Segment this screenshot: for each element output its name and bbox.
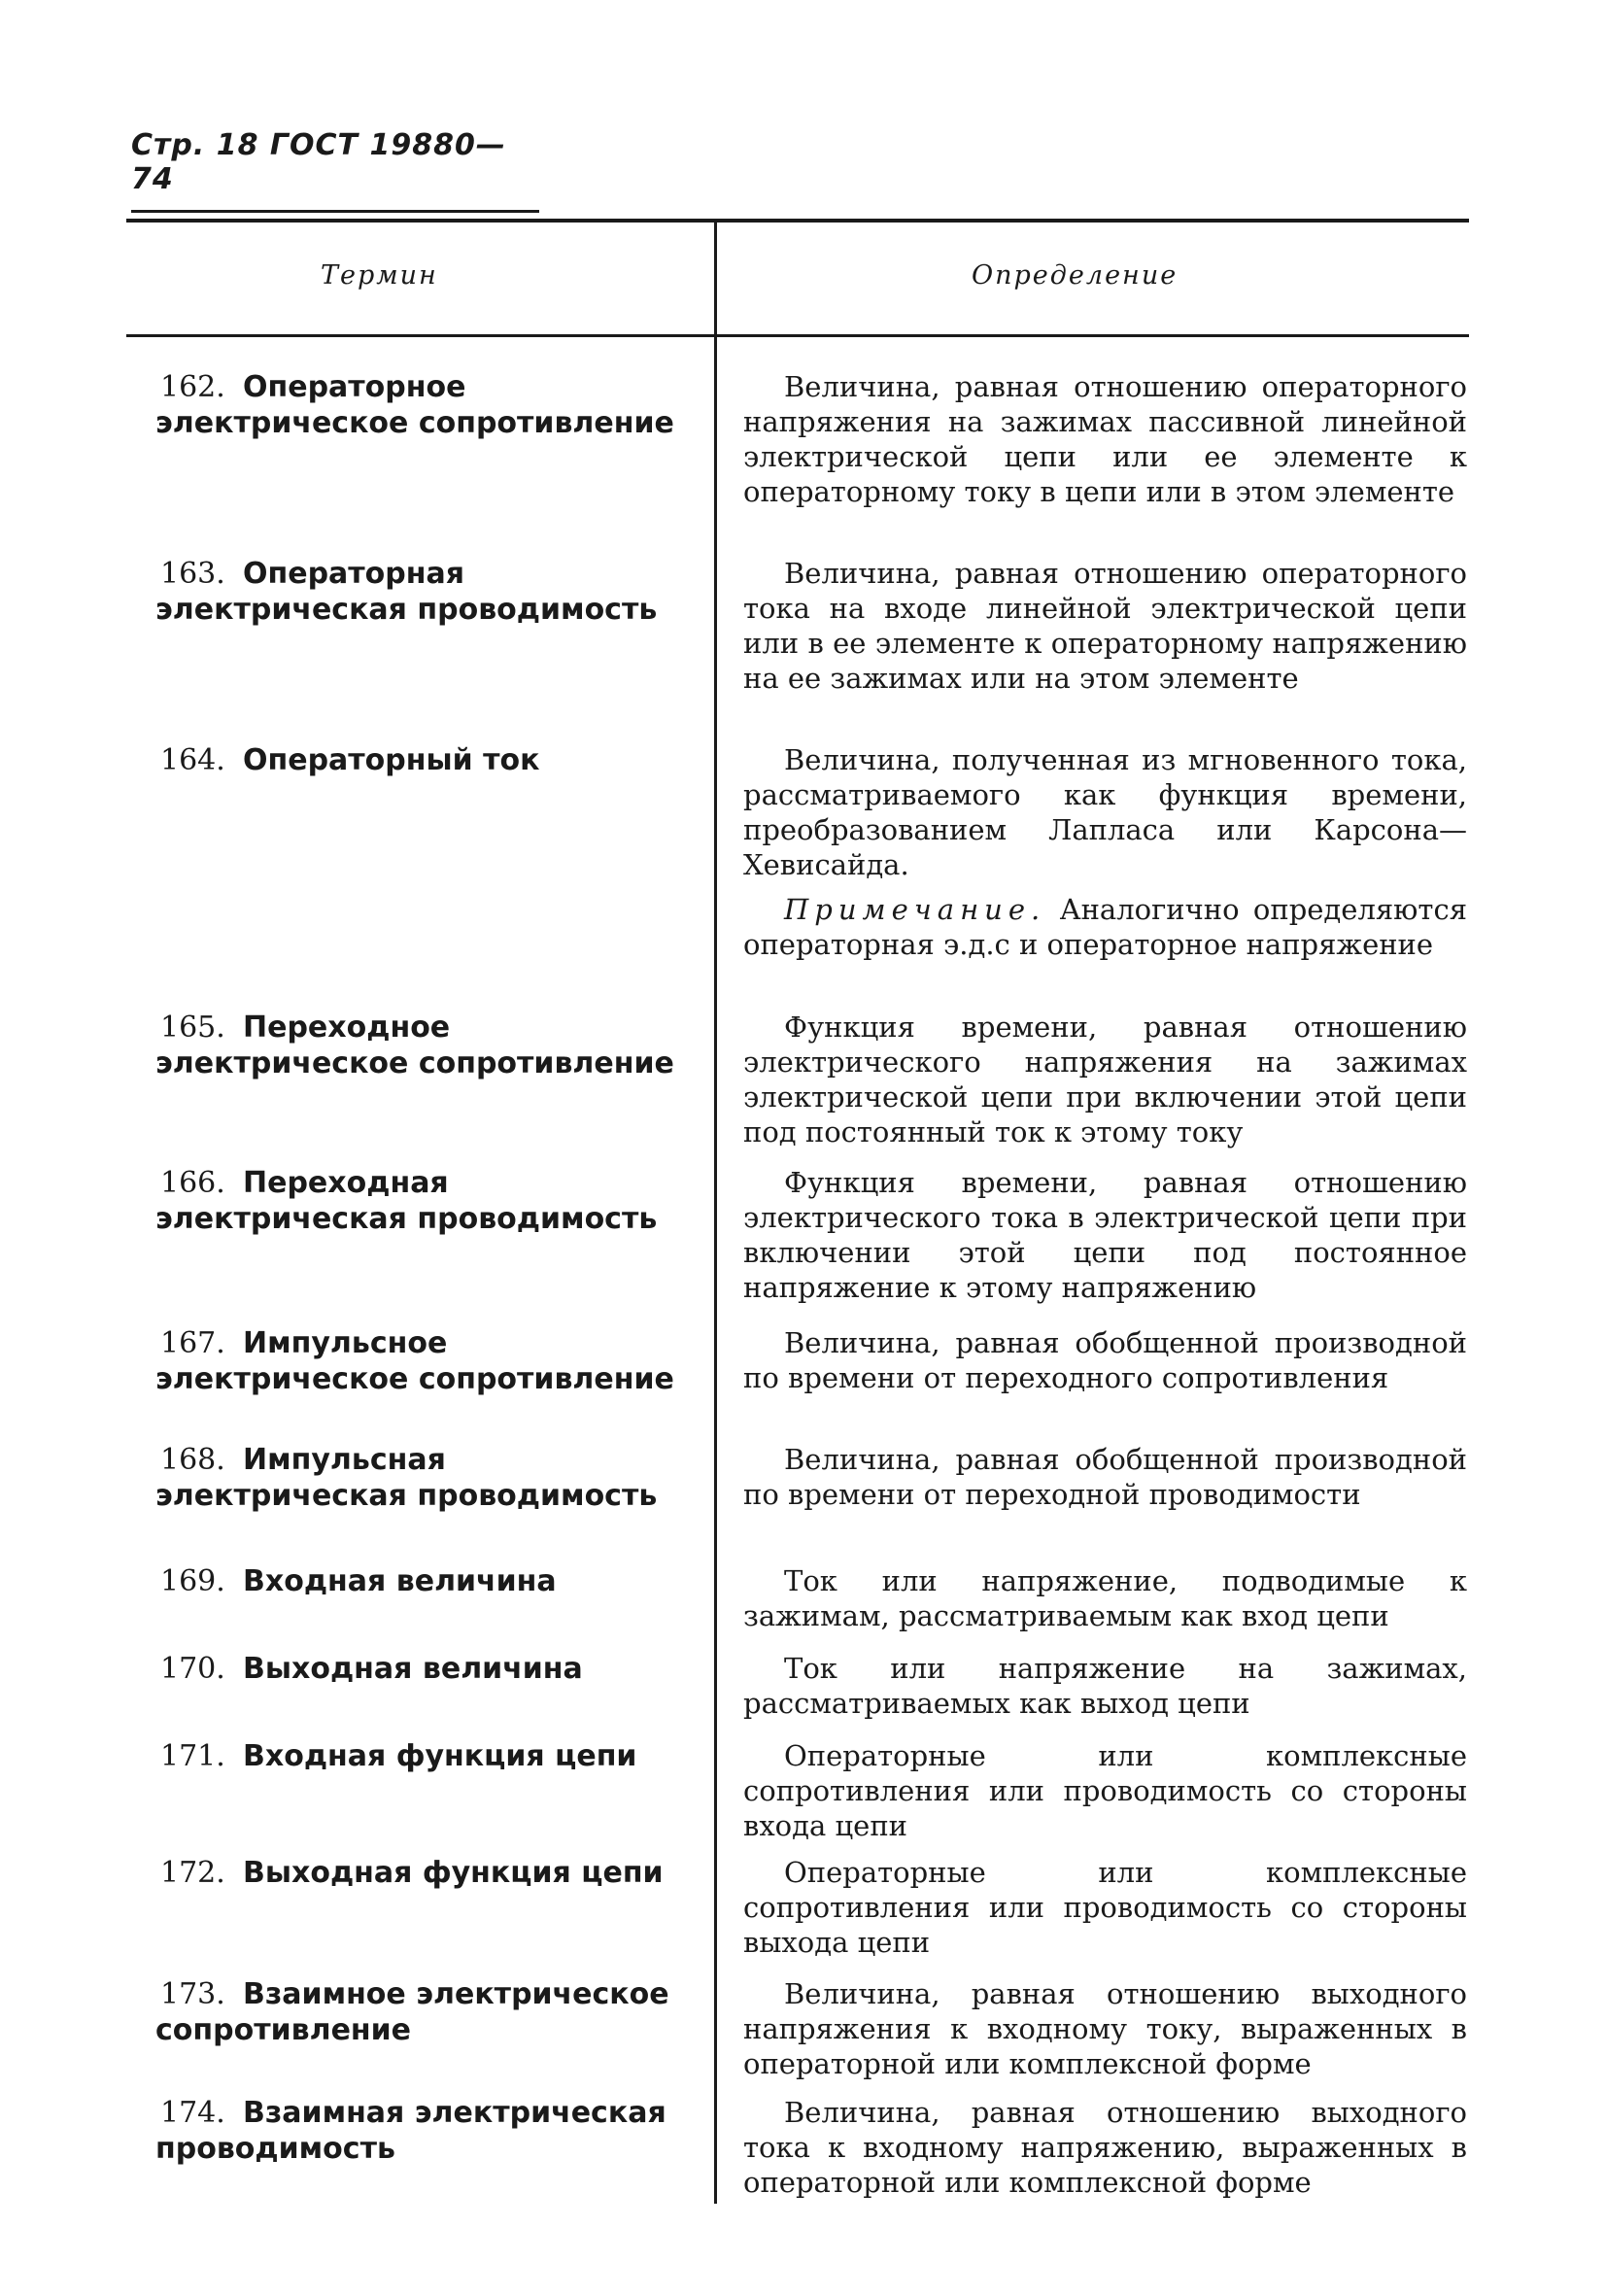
table-row [0,742,1606,1010]
entry-number: 163. [160,557,225,591]
term-text: Переходное электрическое сопротивление [155,1011,674,1080]
term-text: Взаимная электрическая проводимость [155,2096,666,2166]
definition-text: Величина, равная обобщенной производной по времени от переходной проводимости [743,1443,1467,1511]
column-header-term: Термин [321,260,438,291]
entry-number: 171. [160,1739,225,1773]
table-row [0,556,1606,742]
entry-number: 170. [160,1652,225,1686]
table-row [0,1010,1606,1165]
entry-number: 164. [160,743,225,777]
entry-number: 168. [160,1443,225,1477]
term-cell [155,2095,680,2167]
term-text: Операторная электрическая проводимость [155,557,658,627]
term-text: Переходная электрическая проводимость [155,1166,658,1236]
entry-number: 173. [160,1977,225,2011]
entry-number: 167. [160,1326,225,1360]
term-cell [155,369,680,441]
term-cell [155,1010,680,1081]
page-header: Стр. 18 ГОСТ 19880—74 [131,128,539,213]
note-body: Аналогично определяются операторная э.д.с и операторное напряжение [743,893,1467,961]
table-row [0,1738,1606,1855]
definition-text: Величина, равная отношению операторного тока на входе линейной электрической цепи или в ее элементе к операторному напряжению на ее зажимах или на этом элементе [743,557,1467,695]
definition-text: Величина, равная отношению выходного тока к входному напряжению, выраженных в операторной или комплексной форме [743,2096,1467,2199]
term-cell [155,1563,680,1599]
definition-text: Функция времени, равная отношению электрического тока в электрической цепи при включении этой цепи под постоянное напряжение к этому напряжению [743,1166,1467,1304]
table-header-rule [126,334,1469,337]
term-cell [155,1165,680,1237]
table-row [0,2095,1606,2211]
term-cell [155,556,680,628]
table-row [0,1976,1606,2095]
column-header-definition: Определение [972,260,1179,291]
term-cell [155,1738,680,1774]
term-text: Импульсное электрическое сопротивление [155,1326,674,1396]
term-text: Импульсная электрическая проводимость [155,1443,658,1513]
term-text: Выходная величина [243,1652,583,1686]
entry-number: 169. [160,1564,225,1598]
term-cell [155,1651,680,1687]
terms-table [0,369,1606,2211]
definition-text: Операторные или комплексные сопротивления или проводимость со стороны входа цепи [743,1739,1467,1842]
note-text [743,892,1467,962]
entry-number: 162. [160,370,225,404]
term-cell [155,1855,680,1891]
definition-text: Операторные или комплексные сопротивления или проводимость со стороны выхода цепи [743,1856,1467,1959]
definition-text: Величина, полученная из мгновенного тока, рассматриваемого как функция времени, преобразованием Лапласа или Карсона—Хевисайда. [743,743,1467,881]
term-cell [155,1325,680,1397]
table-row [0,1165,1606,1325]
term-text: Взаимное электрическое сопротивление [155,1977,669,2047]
table-top-rule [126,219,1469,223]
term-cell [155,1442,680,1514]
entry-number: 172. [160,1856,225,1890]
note-label: Примечание. [784,893,1046,926]
definition-text: Величина, равная обобщенной производной по времени от переходного сопротивления [743,1326,1467,1394]
entry-number: 165. [160,1011,225,1045]
term-text: Операторный ток [243,743,540,777]
entry-number: 174. [160,2096,225,2130]
definition-text: Функция времени, равная отношению электрического напряжения на зажимах электрической цепи при включении этой цепи под постоянный ток к этому току [743,1011,1467,1148]
definition-text: Ток или напряжение на зажимах, рассматриваемых как выход цепи [743,1652,1467,1720]
term-cell [155,1976,680,2048]
table-row [0,1325,1606,1442]
term-text: Операторное электрическое сопротивление [155,370,674,440]
definition-text: Ток или напряжение, подводимые к зажимам, рассматриваемым как вход цепи [743,1564,1467,1632]
entry-number: 166. [160,1166,225,1200]
table-row [0,369,1606,556]
definition-text: Величина, равная отношению выходного напряжения к входному току, выраженных в операторной или комплексной форме [743,1977,1467,2080]
table-row [0,1651,1606,1738]
term-text: Входная величина [243,1564,557,1598]
term-cell [155,742,680,778]
term-text: Выходная функция цепи [243,1856,664,1890]
table-row [0,1855,1606,1976]
table-row [0,1442,1606,1563]
table-row [0,1563,1606,1651]
term-text: Входная функция цепи [243,1739,637,1773]
definition-text: Величина, равная отношению операторного напряжения на зажимах пассивной линейной электрической цепи или ее элементе к операторному току в цепи или в этом элементе [743,370,1467,508]
